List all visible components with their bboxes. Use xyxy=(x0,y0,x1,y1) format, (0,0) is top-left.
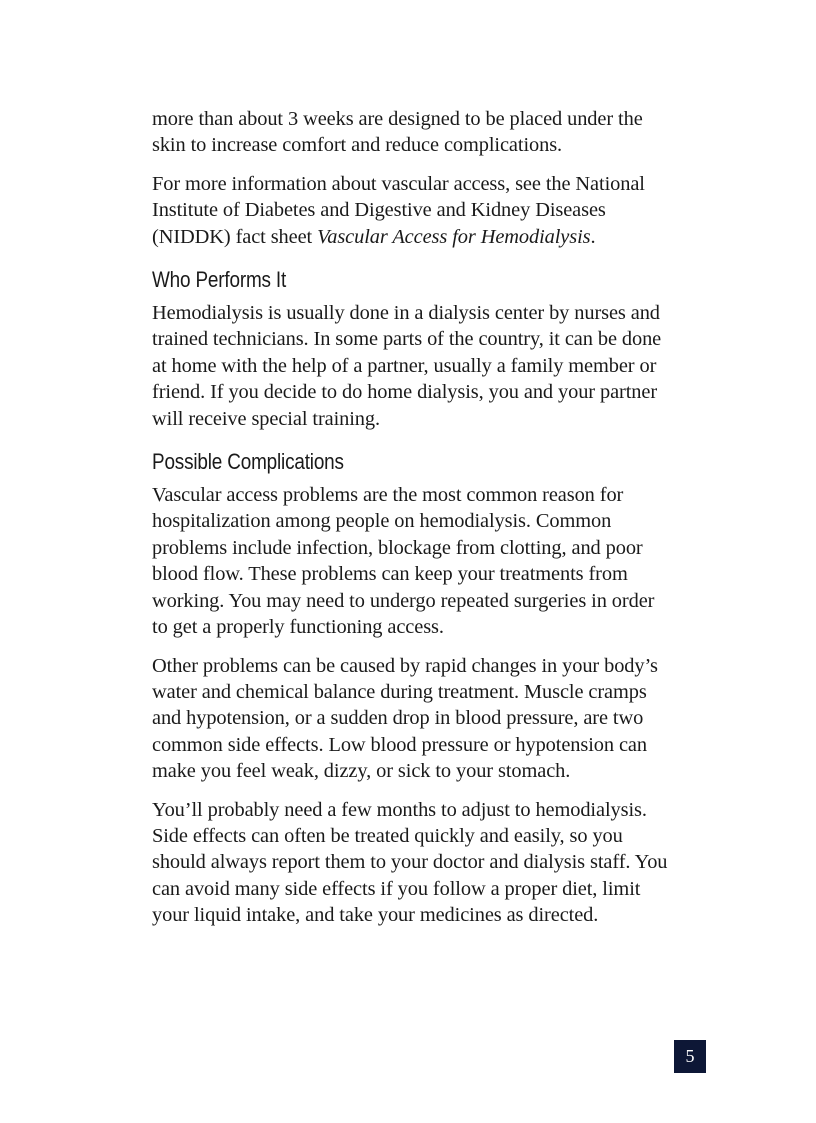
adjustment-paragraph: You’ll probably need a few months to adjust to hemodialysis. Side effects can often be treated quickly and easily, so you should always report them to your doctor and dialysis staff. You can avoid many side effects if you follow a proper diet, limit your liquid intake, and take your medicines as directed. xyxy=(152,798,668,927)
who-performs-heading: Who Performs It xyxy=(152,267,287,293)
page-body xyxy=(152,106,672,941)
vascular-access-problems-paragraph: Vascular access problems are the most common reason for hospitalization among people on hemodialysis. Common problems include infection, blockage from clotting, and poor blood flow. These problems can keep your treatments from working. You may need to undergo repeated surgeries in order to get a properly functioning access. xyxy=(152,484,655,639)
intro-paragraph: more than about 3 weeks are designed to be placed under the skin to increase comfort and reduce complications. xyxy=(152,108,643,157)
page-number: 5 xyxy=(674,1040,706,1073)
fact-sheet-title: Vascular Access for Hemodialysis xyxy=(317,225,591,248)
niddk-reference-end: . xyxy=(590,225,596,248)
niddk-reference-text: For more information about vascular access, see the National Institute of Diabetes and Digestive and Kidney Diseases (NIDDK) fact sheet xyxy=(152,172,645,248)
other-problems-paragraph: Other problems can be caused by rapid changes in your body’s water and chemical balance during treatment. Muscle cramps and hypotension, or a sudden drop in blood pressure, are two common side effects. Low blood pressure or hypotension can make you feel weak, dizzy, or sick to your stomach. xyxy=(152,654,658,783)
complications-heading: Possible Complications xyxy=(152,449,344,475)
niddk-reference-paragraph xyxy=(152,171,672,250)
who-performs-paragraph: Hemodialysis is usually done in a dialysis center by nurses and trained technicians. In some parts of the country, it can be done at home with the help of a partner, usually a family member or friend. If you decide to do home dialysis, you and your partner will receive special training. xyxy=(152,302,662,430)
